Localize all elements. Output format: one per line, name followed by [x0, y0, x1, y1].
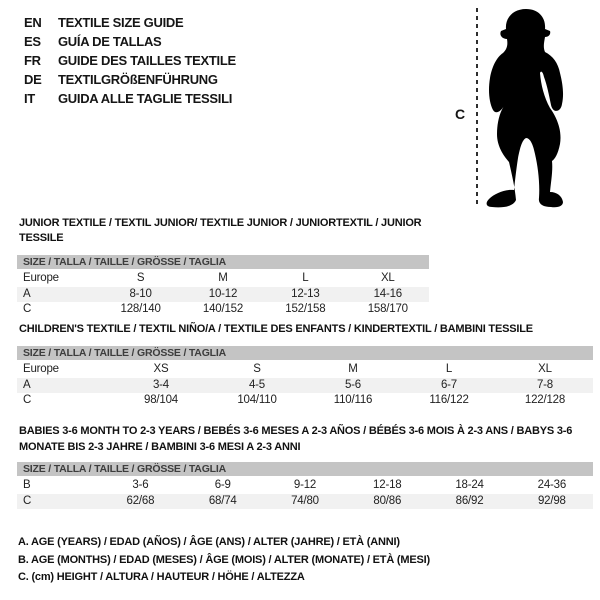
size-cell: 24-36 [537, 479, 567, 491]
section-title: CHILDREN'S TEXTILE / TEXTIL NIÑO/A / TEXTILE DES ENFANTS / KINDERTEXTIL / BAMBINI TESSILE [19, 323, 533, 335]
size-cell: 158/170 [367, 303, 408, 315]
size-cell: 74/80 [264, 494, 346, 510]
row-label: A [17, 287, 99, 303]
size-cell: 8-10 [99, 287, 181, 303]
language-row [24, 51, 236, 70]
footnotes [18, 534, 430, 587]
table-row [17, 287, 429, 303]
toddler-silhouette-icon [482, 5, 594, 210]
language-row [24, 89, 236, 108]
size-cell: 110/116 [333, 394, 373, 406]
size-cell: L [445, 363, 453, 375]
size-header-bar: SIZE / TALLA / TAILLE / GRÖSSE / TAGLIA [17, 462, 593, 476]
table-row [17, 478, 593, 494]
size-cell: L [302, 272, 309, 284]
row-label: Europe [23, 272, 59, 284]
section-title: BABIES 3-6 MONTH TO 2-3 YEARS / BEBÉS 3-6 MESES A 2-3 AÑOS / BÉBÉS 3-6 MOIS À 2-3 ANS / BABYS 3-6 MONATE BIS 2-3 JAHRE / BAMBINI 3-6 MESI A 2-3 ANNI [19, 425, 573, 453]
row-label: Europe [23, 363, 59, 375]
language-title: GUÍA DE TALLAS [58, 34, 162, 49]
size-cell: XL [380, 272, 395, 284]
size-header-bar: SIZE / TALLA / TAILLE / GRÖSSE / TAGLIA [17, 255, 429, 269]
table-row [17, 271, 429, 287]
height-measure-label: C [455, 106, 466, 122]
language-row [24, 70, 236, 89]
size-cell: S [253, 363, 261, 375]
size-cell: 68/74 [182, 494, 264, 510]
size-cell: 104/110 [237, 394, 277, 406]
size-cell: 12-13 [264, 287, 346, 303]
language-title: TEXTILGRÖßENFÜHRUNG [58, 72, 218, 87]
size-cell: 128/140 [120, 303, 161, 315]
table-row [17, 393, 593, 409]
language-code: DE [24, 72, 42, 87]
row-label: A [17, 378, 113, 394]
section-title: JUNIOR TEXTILE / TEXTIL JUNIOR/ TEXTILE JUNIOR / JUNIORTEXTIL / JUNIOR TESSILE [19, 217, 422, 244]
size-cell: 5-6 [305, 378, 401, 394]
size-cell: 86/92 [428, 494, 510, 510]
size-cell: 122/128 [524, 394, 566, 406]
row-label: C [23, 303, 32, 315]
size-cell: M [218, 272, 228, 284]
size-cell: XS [153, 363, 169, 375]
size-cell: XL [538, 363, 552, 375]
size-cell: 62/68 [99, 494, 181, 510]
size-cell: 140/152 [202, 303, 244, 315]
size-cell: M [348, 363, 358, 375]
language-list [24, 13, 236, 108]
size-cell: 18-24 [455, 479, 484, 491]
footnote-age-years: A. AGE (YEARS) / EDAD (AÑOS) / ÂGE (ANS) / ALTER (JAHRE) / ETÀ (ANNI) [18, 536, 400, 548]
size-cell: 4-5 [209, 378, 305, 394]
size-cell: 7-8 [497, 378, 593, 394]
language-title: TEXTILE SIZE GUIDE [58, 15, 184, 30]
language-row [24, 32, 236, 51]
children-size-table [17, 362, 593, 409]
size-cell: 92/98 [511, 494, 593, 510]
size-cell: 152/158 [285, 303, 326, 315]
section-babies-textile [17, 423, 593, 509]
size-cell: 116/122 [429, 394, 469, 406]
size-cell: 98/104 [144, 394, 178, 406]
table-row [17, 494, 593, 510]
babies-size-table [17, 478, 593, 509]
size-cell: 10-12 [182, 287, 264, 303]
height-measure-dashed-line [476, 8, 478, 204]
size-cell: 3-4 [113, 378, 209, 394]
section-junior-textile [17, 216, 429, 318]
size-cell: 6-9 [214, 479, 231, 491]
language-code: ES [24, 34, 41, 49]
language-title: GUIDE DES TAILLES TEXTILE [58, 53, 236, 68]
section-childrens-textile [17, 322, 593, 409]
size-cell: 80/86 [346, 494, 428, 510]
footnote-height: C. (cm) HEIGHT / ALTURA / HAUTEUR / HÖHE / ALTEZZA [18, 571, 305, 583]
language-code: EN [24, 15, 42, 30]
size-cell: S [136, 272, 145, 284]
table-row [17, 378, 593, 394]
language-row [24, 13, 236, 32]
junior-size-table [17, 271, 429, 318]
language-code: IT [24, 91, 35, 106]
size-cell: 6-7 [401, 378, 497, 394]
row-label: B [23, 479, 31, 491]
size-cell: 14-16 [347, 287, 429, 303]
row-label: C [17, 494, 99, 510]
footnote-age-months: B. AGE (MONTHS) / EDAD (MESES) / ÂGE (MOIS) / ALTER (MONATE) / ETÀ (MESI) [18, 553, 430, 566]
size-cell: 3-6 [132, 479, 149, 491]
size-cell: 12-18 [373, 479, 402, 491]
table-row [17, 362, 593, 378]
language-code: FR [24, 53, 41, 68]
language-title: GUIDA ALLE TAGLIE TESSILI [58, 91, 233, 106]
size-header-bar: SIZE / TALLA / TAILLE / GRÖSSE / TAGLIA [17, 346, 593, 360]
size-cell: 9-12 [293, 479, 317, 491]
row-label: C [23, 394, 32, 406]
table-row [17, 302, 429, 318]
